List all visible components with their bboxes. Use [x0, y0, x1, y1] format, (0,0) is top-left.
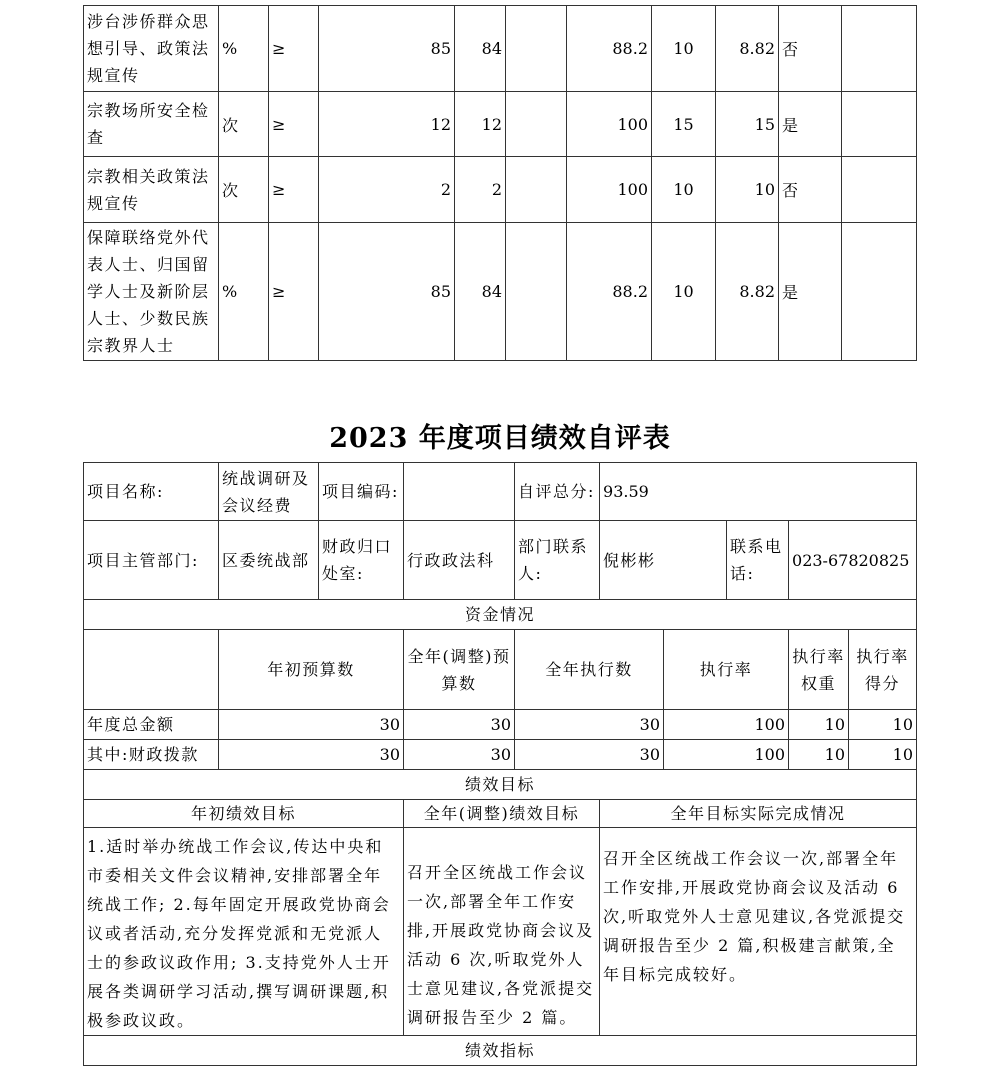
indicator-score: 8.82 [716, 6, 779, 92]
indicator-rate: 88.2 [567, 6, 652, 92]
indicator-weight: 10 [652, 6, 716, 92]
funds-row [84, 740, 917, 770]
indicator-actual: 84 [455, 223, 506, 361]
indicator-unit: 次 [219, 157, 269, 223]
project-code-value [404, 463, 515, 521]
project-info-row [84, 463, 917, 521]
indicator-done: 否 [779, 6, 842, 92]
funds-executed-value: 30 [515, 710, 664, 740]
contact-value: 倪彬彬 [600, 521, 727, 600]
funds-initial-value: 30 [219, 710, 404, 740]
project-code-label: 项目编码: [319, 463, 404, 521]
table-row [84, 6, 917, 92]
funds-header-rate: 执行率 [664, 630, 789, 710]
indicator-note [842, 6, 917, 92]
indicator-weight: 15 [652, 92, 716, 157]
goals-actual-text: 召开全区统战工作会议一次,部署全年工作安排,开展政党协商会议及活动 6 次,听取党外人士意见建议,各党派提交调研报告至少 2 篇,积极建言献策,全年目标完成较好。 [600, 828, 917, 1036]
indicator-operator: ≥ [269, 223, 319, 361]
funds-header-initial: 年初预算数 [219, 630, 404, 710]
indicators-section-label: 绩效指标 [84, 1036, 917, 1066]
indicator-continuation-table [83, 5, 917, 361]
goals-header-actual: 全年目标实际完成情况 [600, 800, 917, 828]
goals-header-row [84, 800, 917, 828]
funds-header-blank [84, 630, 219, 710]
department-value: 区委统战部 [219, 521, 319, 600]
indicator-operator: ≥ [269, 157, 319, 223]
goals-header-adjusted: 全年(调整)绩效目标 [404, 800, 600, 828]
goals-section-label: 绩效目标 [84, 770, 917, 800]
table-row [84, 223, 917, 361]
indicator-actual: 84 [455, 6, 506, 92]
indicator-actual: 12 [455, 92, 506, 157]
funds-header-weight: 执行率权重 [789, 630, 849, 710]
funds-executed-value: 30 [515, 740, 664, 770]
indicator-score: 15 [716, 92, 779, 157]
indicator-target: 85 [319, 223, 455, 361]
self-evaluation-table [83, 462, 917, 1066]
funds-header-score: 执行率得分 [849, 630, 917, 710]
funds-header-adjusted: 全年(调整)预算数 [404, 630, 515, 710]
funds-adjusted-value: 30 [404, 710, 515, 740]
goals-section-row [84, 770, 917, 800]
indicator-rate: 88.2 [567, 223, 652, 361]
funds-weight-value: 10 [789, 740, 849, 770]
indicator-blank [506, 92, 567, 157]
finance-office-value: 行政政法科 [404, 521, 515, 600]
indicator-note [842, 223, 917, 361]
department-label: 项目主管部门: [84, 521, 219, 600]
page-title: 2023 年度项目绩效自评表 [329, 423, 671, 454]
indicator-unit: % [219, 223, 269, 361]
project-name-value: 统战调研及会议经费 [219, 463, 319, 521]
indicator-done: 是 [779, 223, 842, 361]
phone-label: 联系电话: [727, 521, 789, 600]
indicator-done: 否 [779, 157, 842, 223]
indicator-weight: 10 [652, 223, 716, 361]
indicator-blank [506, 6, 567, 92]
indicator-rate: 100 [567, 157, 652, 223]
funds-score-value: 10 [849, 710, 917, 740]
table-row [84, 157, 917, 223]
indicator-target: 12 [319, 92, 455, 157]
indicator-done: 是 [779, 92, 842, 157]
funds-row-label: 其中:财政拨款 [84, 740, 219, 770]
indicator-name: 保障联络党外代表人士、归国留学人士及新阶层人士、少数民族宗教界人士 [84, 223, 219, 361]
funds-header-row [84, 630, 917, 710]
funds-score-value: 10 [849, 740, 917, 770]
indicator-actual: 2 [455, 157, 506, 223]
funds-initial-value: 30 [219, 740, 404, 770]
funds-row-label: 年度总金额 [84, 710, 219, 740]
indicator-target: 2 [319, 157, 455, 223]
indicator-note [842, 157, 917, 223]
goals-content-row [84, 828, 917, 1036]
funds-rate-value: 100 [664, 710, 789, 740]
indicator-note [842, 92, 917, 157]
self-score-label: 自评总分: [515, 463, 600, 521]
department-info-row [84, 521, 917, 600]
finance-office-label: 财政归口处室: [319, 521, 404, 600]
indicator-score: 10 [716, 157, 779, 223]
indicator-name: 宗教场所安全检查 [84, 92, 219, 157]
indicator-operator: ≥ [269, 92, 319, 157]
project-name-label: 项目名称: [84, 463, 219, 521]
indicator-rate: 100 [567, 92, 652, 157]
indicator-score: 8.82 [716, 223, 779, 361]
indicator-blank [506, 223, 567, 361]
indicator-blank [506, 157, 567, 223]
funds-row [84, 710, 917, 740]
indicator-name: 宗教相关政策法规宣传 [84, 157, 219, 223]
funds-adjusted-value: 30 [404, 740, 515, 770]
phone-value: 023-67820825 [789, 521, 917, 600]
funds-section-row [84, 600, 917, 630]
funds-rate-value: 100 [664, 740, 789, 770]
contact-label: 部门联系人: [515, 521, 600, 600]
indicator-name: 涉台涉侨群众思想引导、政策法规宣传 [84, 6, 219, 92]
indicator-unit: % [219, 6, 269, 92]
funds-header-executed: 全年执行数 [515, 630, 664, 710]
table-row [84, 92, 917, 157]
indicator-target: 85 [319, 6, 455, 92]
goals-initial-text: 1.适时举办统战工作会议,传达中央和市委相关文件会议精神,安排部署全年统战工作; 2.每年固定开展政党协商会议或者活动,充分发挥党派和无党派人士的参政议政作用; 3.支持党外人士开展各类调研学习活动,撰写调研课题,积极参政议政。 [84, 828, 404, 1036]
indicators-section-row [84, 1036, 917, 1066]
goals-header-initial: 年初绩效目标 [84, 800, 404, 828]
indicator-weight: 10 [652, 157, 716, 223]
goals-adjusted-text: 召开全区统战工作会议一次,部署全年工作安排,开展政党协商会议及活动 6 次,听取党外人士意见建议,各党派提交调研报告至少 2 篇。 [404, 828, 600, 1036]
funds-section-label: 资金情况 [84, 600, 917, 630]
indicator-operator: ≥ [269, 6, 319, 92]
indicator-unit: 次 [219, 92, 269, 157]
funds-weight-value: 10 [789, 710, 849, 740]
self-score-value: 93.59 [600, 463, 917, 521]
